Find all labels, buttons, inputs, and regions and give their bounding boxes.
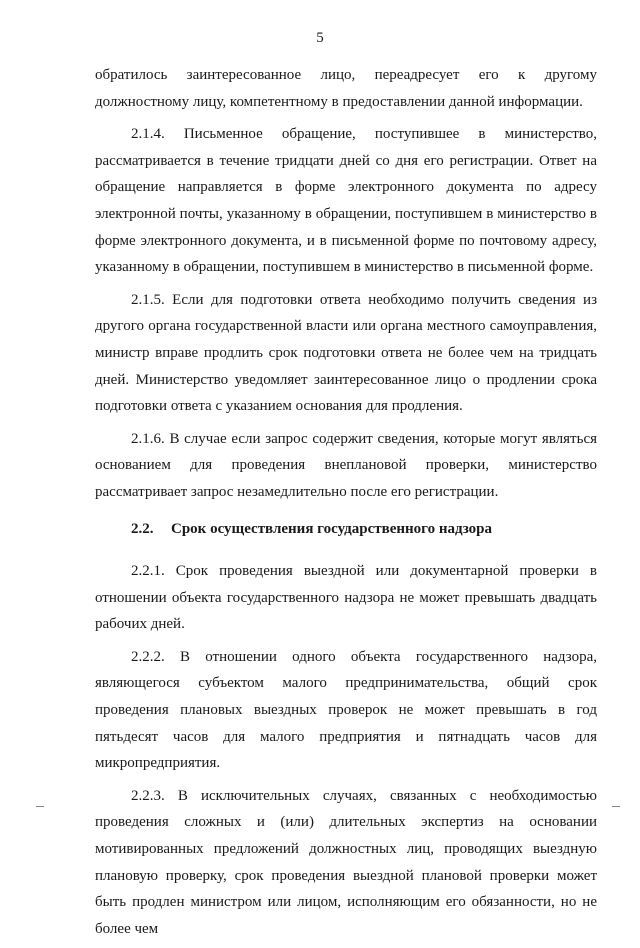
paragraph-continuation: обратилось заинтересованное лицо, переадресует его к другому должностному лицу, компетентному в предоставлении данной информации. bbox=[95, 67, 597, 110]
section-heading-number: 2.2. bbox=[131, 520, 154, 537]
page-number: 5 bbox=[316, 30, 324, 46]
scan-speck bbox=[36, 806, 44, 807]
paragraph-2-2-1: 2.2.1. Срок проведения выездной или документарной проверки в отношении объекта государственного надзора не может превышать двадцать рабочих дней. bbox=[95, 563, 597, 633]
paragraph-2-1-5: 2.1.5. Если для подготовки ответа необходимо получить сведения из другого органа государственной власти или органа местного самоуправления, министр вправе продлить срок подготовки ответа не более чем на тридцать дней. Министерство уведомляет заинтересованное лицо о продлении срока подготовки ответа с указанием основания для продления. bbox=[95, 291, 597, 415]
paragraph-2-1-6: 2.1.6. В случае если запрос содержит сведения, которые могут являться основанием для проведения внеплановой проверки, министерство рассматривает запрос незамедлительно после его регистрации. bbox=[95, 430, 597, 500]
paragraph-2-1-4: 2.1.4. Письменное обращение, поступившее в министерство, рассматривается в течение тридцати дней со дня его регистрации. Ответ на обращение направляется в форме электронного документа по адресу электронной почты, указанному в обращении, поступившем в министерство в форме электронного документа, и в письменной форме по почтовому адресу, указанному в обращении, поступившем в министерство в письменной форме. bbox=[95, 126, 597, 276]
section-heading bbox=[95, 516, 597, 543]
scan-speck bbox=[612, 806, 620, 807]
section-heading-title: Срок осуществления государственного надзора bbox=[171, 520, 493, 537]
document-body bbox=[95, 62, 597, 948]
paragraph-2-2-2: 2.2.2. В отношении одного объекта государственного надзора, являющегося субъектом малого предпринимательства, общий срок проведения плановых выездных проверок не может превышать в год пятьдесят часов для малого предприятия и пятнадцать часов для микропредприятия. bbox=[95, 648, 597, 772]
paragraph-2-2-3: 2.2.3. В исключительных случаях, связанных с необходимостью проведения сложных и (или) длительных экспертиз на основании мотивированных предложений должностных лиц, проводящих выездную плановую проверку, срок проведения выездной плановой проверки может быть продлен министром или лицом, исполняющим его обязанности, но не более чем bbox=[95, 787, 597, 937]
